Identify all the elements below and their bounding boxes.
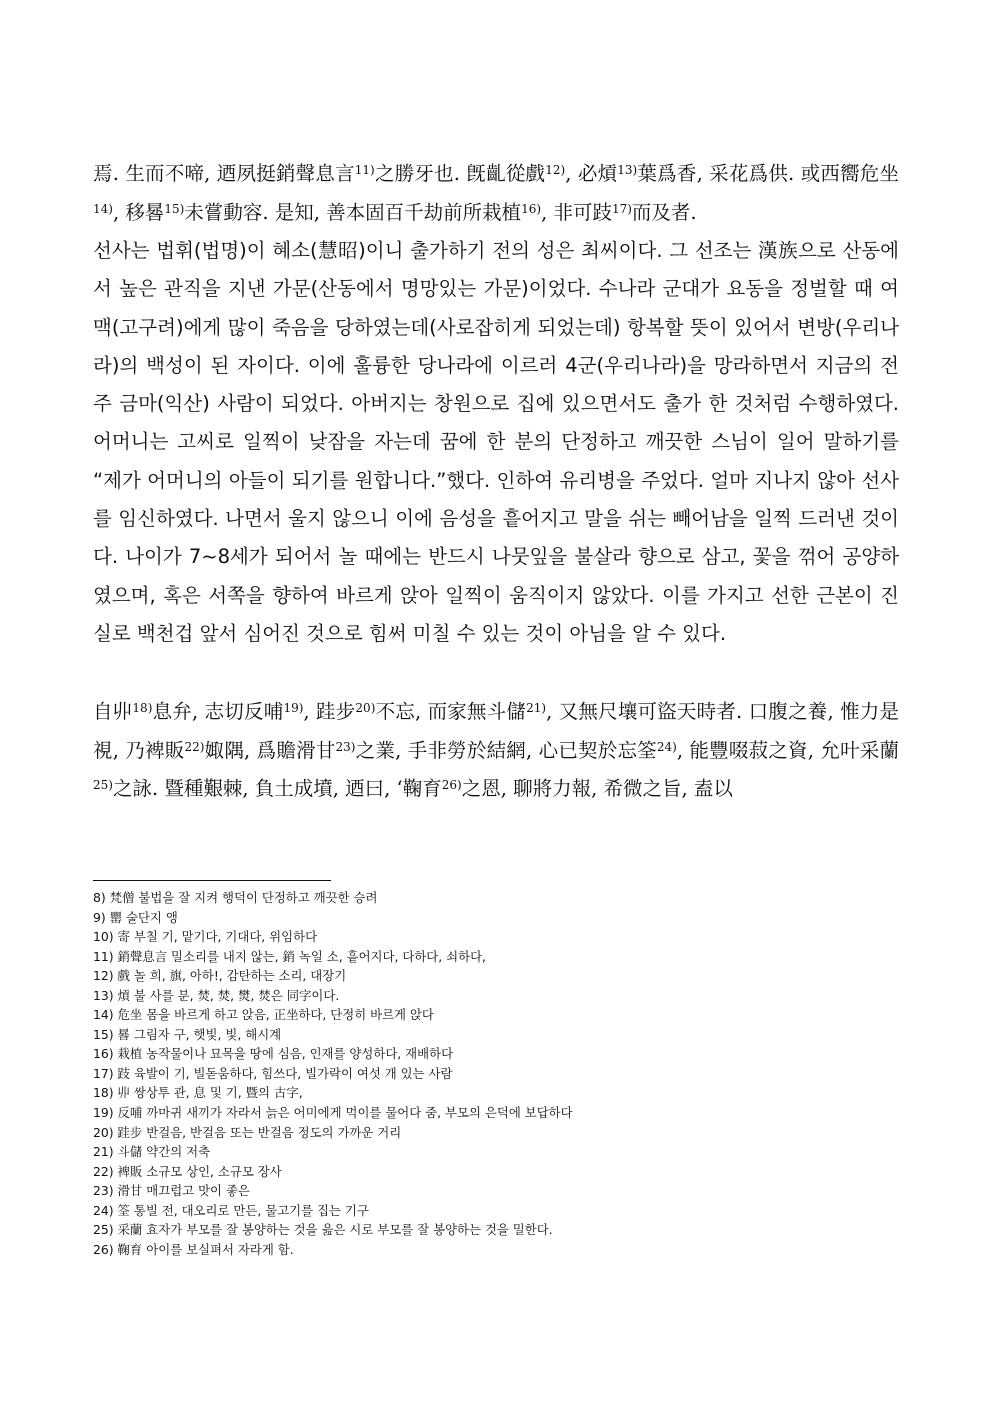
footnote-reference: 21) [526, 701, 547, 716]
footnote-reference: 12) [545, 163, 566, 177]
footnote-reference: 19) [283, 701, 304, 716]
text-run: , 移晷 [112, 200, 165, 224]
footnote-reference: 23) [335, 739, 356, 754]
text-run: 不忘, 而家無斗儲 [375, 700, 527, 724]
footnote-12: 12) 戲 놀 희, 旗, 아하!, 감탄하는 소리, 대장기 [93, 968, 347, 984]
text-run: 未嘗動容. 是知, 善本固百千劫前所栽植 [184, 200, 522, 224]
text-run: 之恩, 聊將力報, 希微之旨, 盍以 [461, 777, 733, 801]
text-run: , 必熕 [565, 162, 618, 185]
footnotes [93, 888, 899, 1259]
footnote-9: 9) 罌 술단지 앵 [93, 909, 178, 925]
footnote-reference: 20) [355, 701, 376, 716]
footnote-13: 13) 熕 불 사를 분, 焚, 焚, 燓, 焚은 同字이다. [93, 987, 340, 1003]
footnote-19: 19) 反哺 까마귀 새끼가 자라서 늙은 어미에게 먹이를 물어다 줌, 부모의 은덕에 보답하다 [93, 1105, 573, 1121]
text-run: 葉爲香, 采花爲供. 或西嚮危坐 [637, 162, 899, 185]
text-run: , 非可跂 [541, 200, 612, 224]
text-run: , 又無尺壤可盜天時者. 口腹之養, 惟力是視, 乃裨販 [93, 700, 899, 762]
footnote-21: 21) 斗儲 약간의 저축 [93, 1144, 211, 1160]
footnote-reference: 14) [93, 201, 113, 216]
footnote-reference: 18) [132, 701, 153, 716]
footnote-23: 23) 滑甘 매끄럽고 맛이 좋은 [93, 1183, 250, 1199]
footnote-16: 16) 栽植 농작물이나 묘목을 땅에 심음, 인재를 양성하다, 재배하다 [93, 1046, 454, 1062]
text-run: 之詠. 暨種艱棘, 負土成墳, 迺曰, ‘鞠育 [112, 777, 442, 801]
footnote-24: 24) 筌 통빌 전, 대오리로 만든, 물고기를 집는 기구 [93, 1202, 369, 1218]
korean-translation-paragraph: 선사는 법휘(법명)이 혜소(慧昭)이니 출가하기 전의 성은 최씨이다. 그 선조는 漢族으로 산동에서 높은 관직을 지낸 가문(산동에서 명망있는 가문)이었다. 수나라 군대가 요동을 정벌할 때 여맥(고구려)에게 많이 죽음을 당하였는데(사로잡히게 되었는데) 항복할 뜻이 있어서 변방(우리나라)의 백성이 된 자이다. 이에 훌륭한 당나라에 이르러 4군(우리나라)을 망라하면서 지금의 전주 금마(익산) 사람이 되었다. 아버지는 창원으로 집에 있으면서도 출가 한 것처럼 수행하였다. 어머니는 고씨로 일찍이 낮잠을 자는데 꿈에 한 분의 단정하고 깨끗한 스님이 일어 말하기를 “제가 어머니의 아들이 되기를 원합니다.”했다. 인하여 유리병을 주었다. 얼마 지나지 않아 선사를 임신하였다. 나면서 울지 않으니 이에 음성을 흩어지고 말을 쉬는 빼어남을 일찍 드러낸 것이다. 나이가 7~8세가 되어서 놀 때에는 반드시 나뭇잎을 불살라 향으로 삼고, 꽃을 꺾어 공양하였으며, 혹은 서쪽을 향하여 바르게 앉아 일찍이 움직이지 않았다. 이를 가지고 선한 근본이 진실로 백천겁 앞서 심어진 것으로 힘써 미칠 수 있는 것이 아님을 알 수 있다. [93, 239, 899, 645]
footnote-reference: 22) [184, 739, 205, 754]
classical-chinese-paragraph-2 [93, 693, 899, 809]
footnote-10: 10) 寄 부칠 기, 맡기다, 기대다, 위임하다 [93, 929, 318, 945]
footnote-reference: 17) [611, 201, 632, 216]
text-run: 自丱 [93, 700, 133, 724]
footnote-8: 8) 梵僧 불법을 잘 지켜 행덕이 단정하고 깨끗한 승려 [93, 890, 378, 905]
footnote-reference: 16) [521, 201, 542, 216]
footnote-11: 11) 銷聲息言 밀소리를 내지 않는, 銷 녹일 소, 흩어지다, 다하다, 쇠하다, [93, 948, 486, 964]
footnote-reference: 26) [441, 778, 462, 793]
footnote-17: 17) 跂 육발이 기, 빌돋움하다, 힘쓰다, 빌가락이 여섯 개 있는 사람 [93, 1065, 453, 1081]
text-run: 息弁, 志切反哺 [152, 700, 284, 724]
text-run: 焉. 生而不啼, 迺夙挺銷聲息言 [93, 162, 355, 185]
footnote-25: 25) 采蘭 효자가 부모를 잘 봉양하는 것을 읊은 시로 부모를 잘 봉양하는 것을 밀한다. [93, 1222, 553, 1238]
footnote-22: 22) 裨販 소규모 상인, 소규모 장사 [93, 1163, 282, 1179]
footnote-20: 20) 跬步 반걸음, 반걸음 또는 반걸음 정도의 가까운 거리 [93, 1124, 402, 1140]
footnote-26: 26) 鞠育 아이를 보실펴서 자라게 함. [93, 1241, 294, 1257]
document-body [93, 155, 899, 809]
paragraph-gap [93, 653, 899, 693]
classical-chinese-paragraph-1 [93, 155, 899, 232]
text-run: 之業, 手非勞於結網, 心已契於忘筌 [355, 738, 657, 762]
text-run: 而及者. [631, 200, 697, 224]
footnote-reference: 15) [164, 201, 185, 216]
footnote-divider [93, 880, 331, 881]
footnote-reference: 13) [617, 163, 638, 177]
footnote-14: 14) 危坐 몸을 바르게 하고 앉음, 正坐하다, 단정히 바르게 앉다 [93, 1007, 434, 1023]
text-run: 之勝牙也. 旣齓從戲 [374, 162, 546, 185]
text-run: , 跬步 [303, 700, 356, 724]
footnote-reference: 24) [656, 739, 677, 754]
footnote-18: 18) 丱 쌍상투 관, 息 및 기, 暨의 古字, [93, 1085, 303, 1101]
text-run: 娵隅, 爲贍滑甘 [204, 738, 336, 762]
footnote-reference: 25) [93, 778, 113, 793]
footnote-15: 15) 晷 그림자 구, 햇빛, 빛, 해시계 [93, 1026, 282, 1042]
text-run: , 能豐啜菽之資, 允叶采蘭 [676, 738, 899, 762]
footnote-reference: 11) [354, 163, 375, 177]
